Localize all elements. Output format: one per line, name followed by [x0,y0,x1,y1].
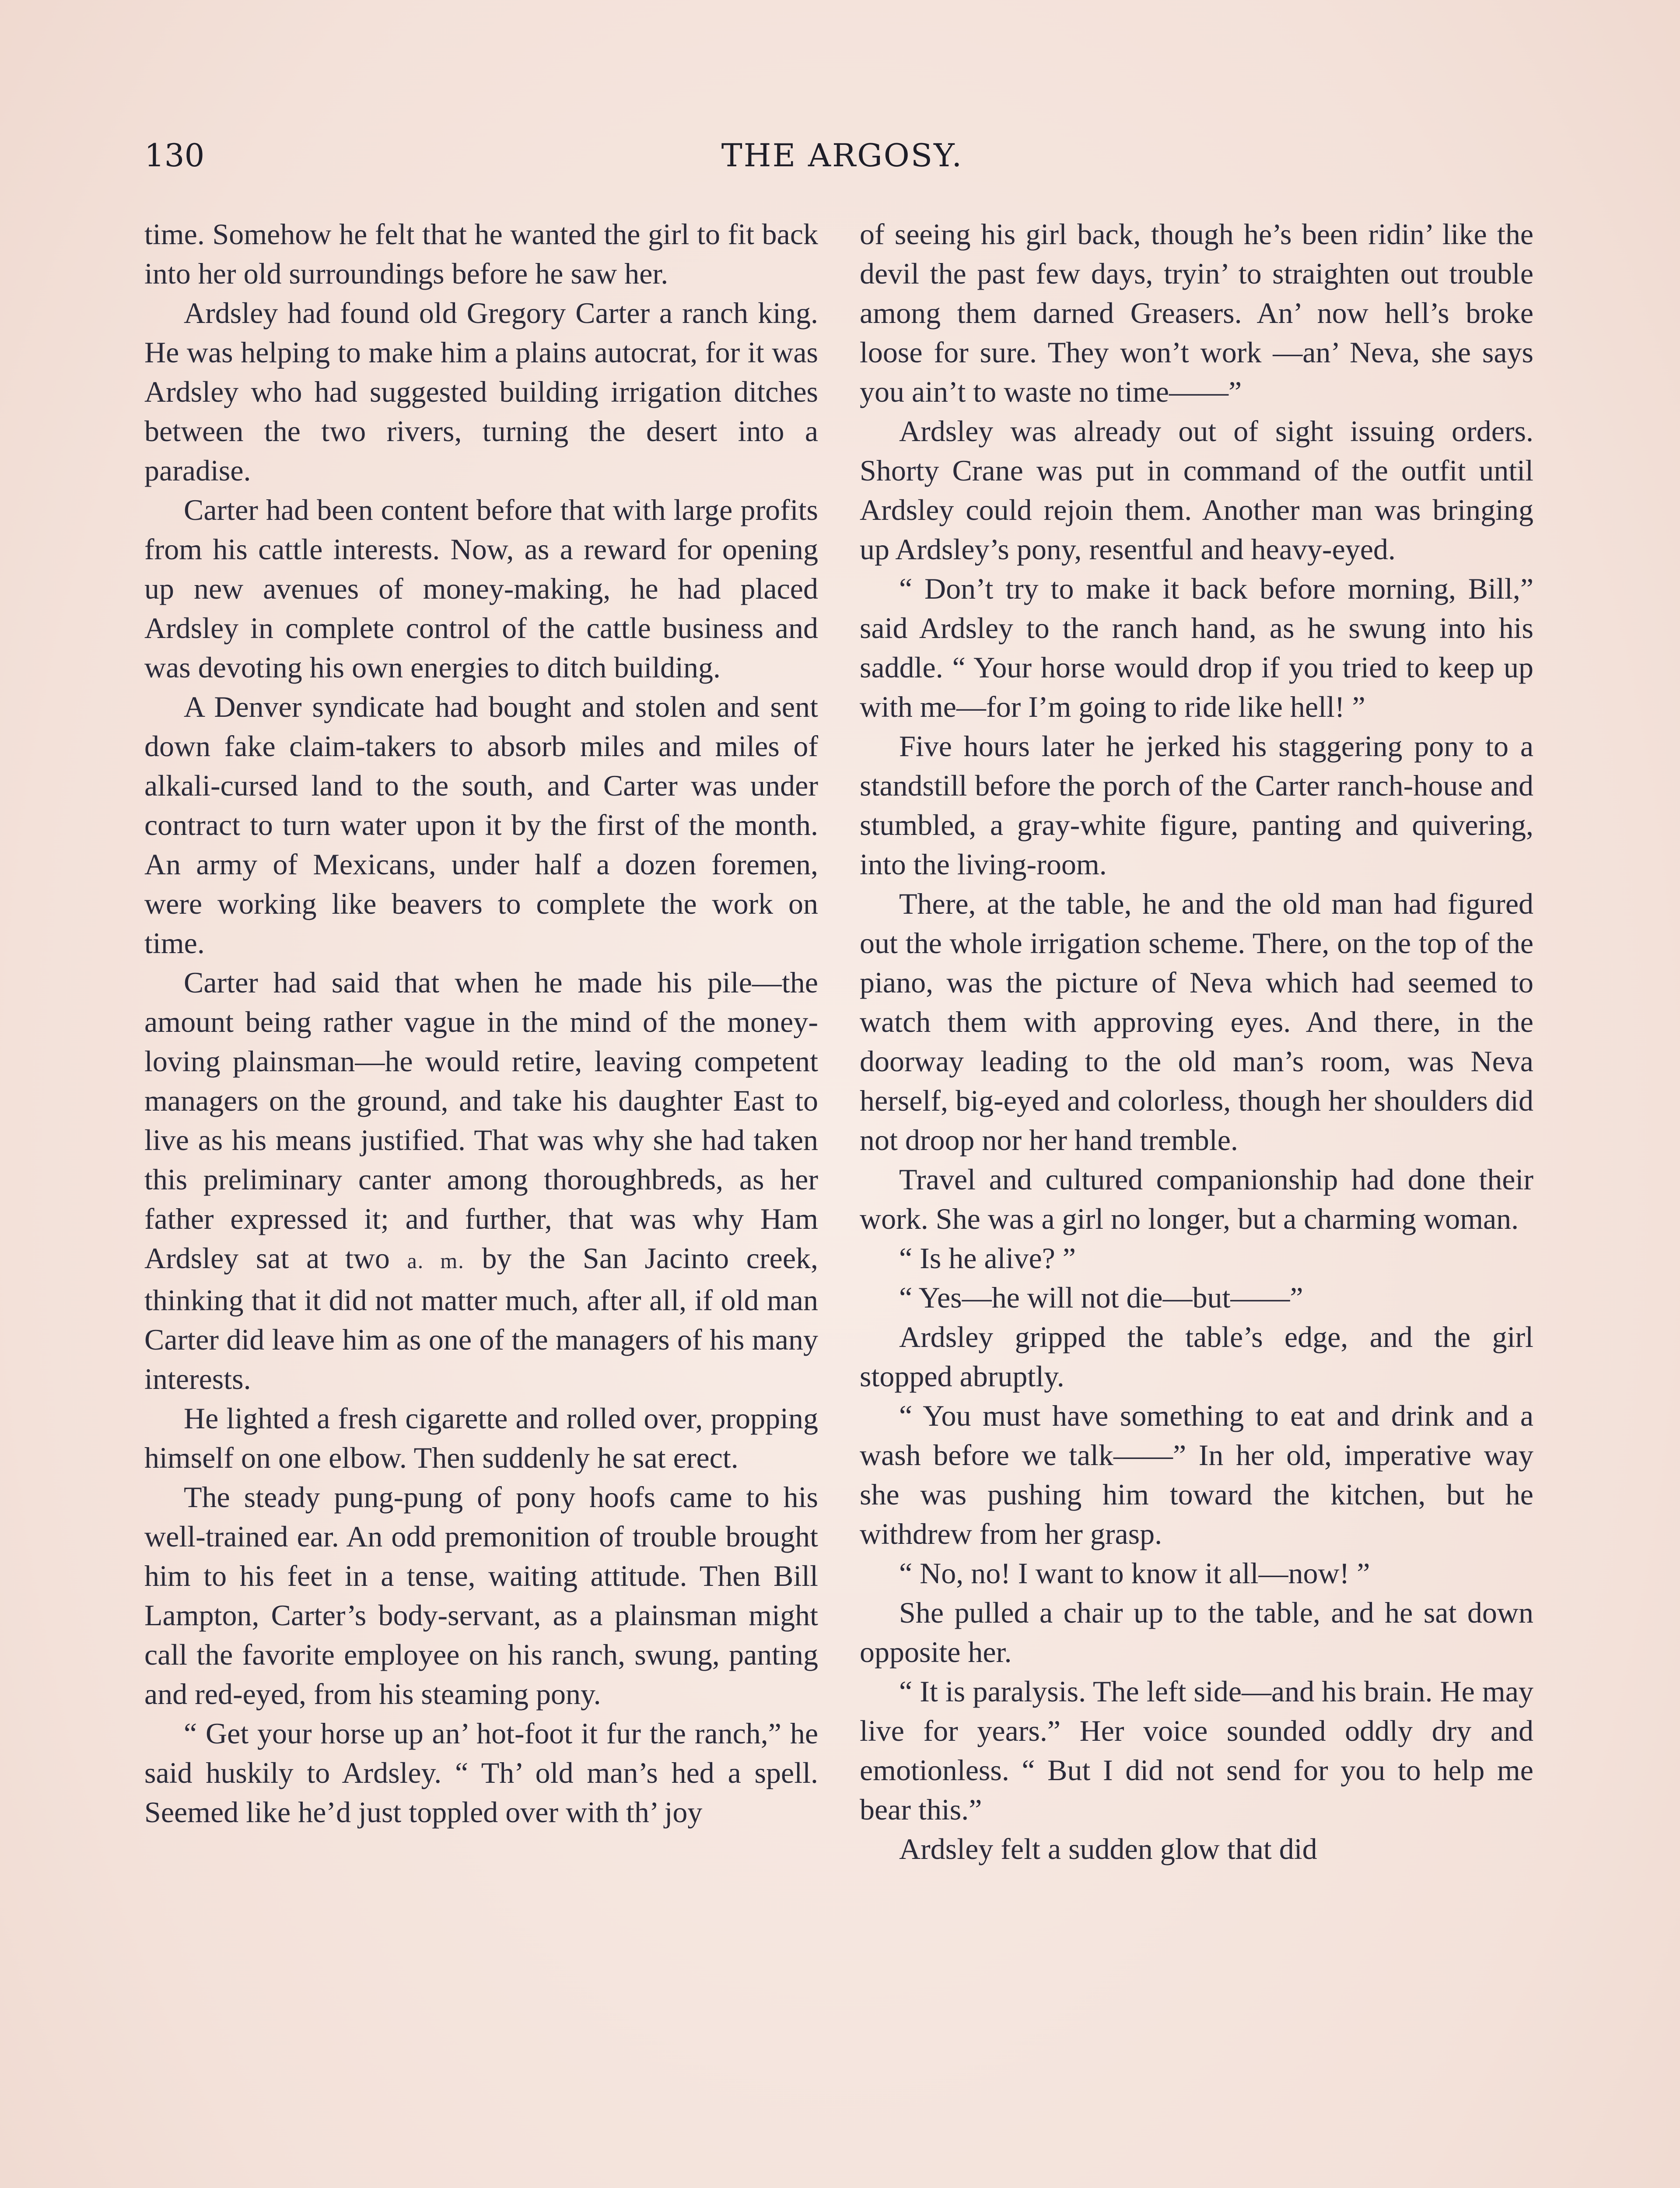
paragraph [144,963,818,1399]
paragraph: A Denver syndicate had bought and stolen and sent down fake claim-takers to absorb miles and miles of alkali-cursed land to the south, and Carter was under contract to turn water upon it by the first of the month. An army of Mexicans, under half a dozen foremen, were working like beavers to complete the work on time. [144,690,818,960]
time-abbreviation: a. m. [407,1248,465,1273]
paragraph: “ Yes—he will not die—but——” [899,1281,1303,1314]
right-column [860,214,1533,1869]
page-number: 130 [144,137,205,174]
paragraph: Travel and cultured companionship had done their work. She was a girl no longer, but a charming woman. [860,1163,1533,1235]
paragraph: “ You must have something to eat and drink and a wash before we talk——” In her old, imperative way she was pushing him toward the kitchen, but he withdrew from her grasp. [860,1399,1533,1550]
paragraph: time. Somehow he felt that he wanted the girl to fit back into her old surroundings before he saw her. [144,217,818,290]
running-head: THE ARGOSY. [721,137,963,174]
paragraph: Five hours later he jerked his staggering pony to a standstill before the porch of the Carter ranch-house and stumbled, a gray-white figure, panting and quivering, into the living-room. [860,729,1533,881]
paragraph: He lighted a fresh cigarette and rolled over, propping himself on one elbow. Then suddenly he sat erect. [144,1402,818,1474]
paragraph: Ardsley felt a sudden glow that did [899,1832,1317,1865]
paragraph: Ardsley had found old Gregory Carter a ranch king. He was helping to make him a plains autocrat, for it was Ardsley who had suggested building irrigation ditches between the two rivers, turning the desert into a paradise. [144,296,818,487]
paragraph: “ Is he alive? ” [899,1241,1076,1275]
paragraph: “ It is paralysis. The left side—and his brain. He may live for years.” Her voice sounded oddly dry and emotionless. “ But I did not send for you to help me bear this.” [860,1675,1533,1826]
paragraph-text: Carter had said that when he made his pile—the amount being rather vague in the mind of the money-loving plainsman—he would retire, leaving competent managers on the ground, and take his daughter East to live as his means justified. That was why she had taken this preliminary canter among thoroughbreds, as her father expressed it; and further, that was why Ham Ardsley sat at two [144,966,818,1275]
paragraph-text: by the San Jacinto creek, thinking that it did not matter much, after all, if old man Carter did leave him as one of the managers of his many interests. [144,1241,819,1396]
paragraph: There, at the table, he and the old man had figured out the whole irrigation scheme. There, on the top of the piano, was the picture of Neva which had seemed to watch them with approving eyes. And there, in the doorway leading to the old man’s room, was Neva herself, big-eyed and colorless, though her shoulders did not droop nor her hand tremble. [860,887,1533,1157]
page-header [144,131,1540,179]
paragraph: Ardsley gripped the table’s edge, and the girl stopped abruptly. [860,1320,1533,1393]
paragraph: Carter had been content before that with large profits from his cattle interests. Now, as a reward for opening up new avenues of money-making, he had placed Ardsley in complete control of the cattle business and was devoting his own energies to ditch building. [144,493,818,684]
paragraph: The steady pung-pung of pony hoofs came to his well-trained ear. An odd premonition of trouble brought him to his feet in a tense, waiting attitude. Then Bill Lampton, Carter’s body-servant, as a plainsman might call the favorite employee on his ranch, swung, panting and red-eyed, from his steaming pony. [144,1480,818,1711]
paragraph: of seeing his girl back, though he’s been ridin’ like the devil the past few days, tryin’ to straighten out trouble among them darned Greasers. An’ now hell’s broke loose for sure. They won’t work —an’ Neva, she says you ain’t to waste no time——” [860,217,1533,408]
paragraph: “ No, no! I want to know it all—now! ” [899,1557,1370,1590]
paragraph: She pulled a chair up to the table, and he sat down opposite her. [860,1596,1533,1669]
left-column [144,214,818,1832]
paragraph: “ Don’t try to make it back before morning, Bill,” said Ardsley to the ranch hand, as he swung into his saddle. “ Your horse would drop if you tried to keep up with me—for I’m going to ride like hell! ” [860,572,1533,723]
paragraph: “ Get your horse up an’ hot-foot it fur the ranch,” he said huskily to Ardsley. “ Th’ old man’s hed a spell. Seemed like he’d just toppled over with th’ joy [144,1717,818,1829]
paragraph: Ardsley was already out of sight issuing orders. Shorty Crane was put in command of the outfit until Ardsley could rejoin them. Another man was bringing up Ardsley’s pony, resentful and heavy-eyed. [860,414,1533,566]
